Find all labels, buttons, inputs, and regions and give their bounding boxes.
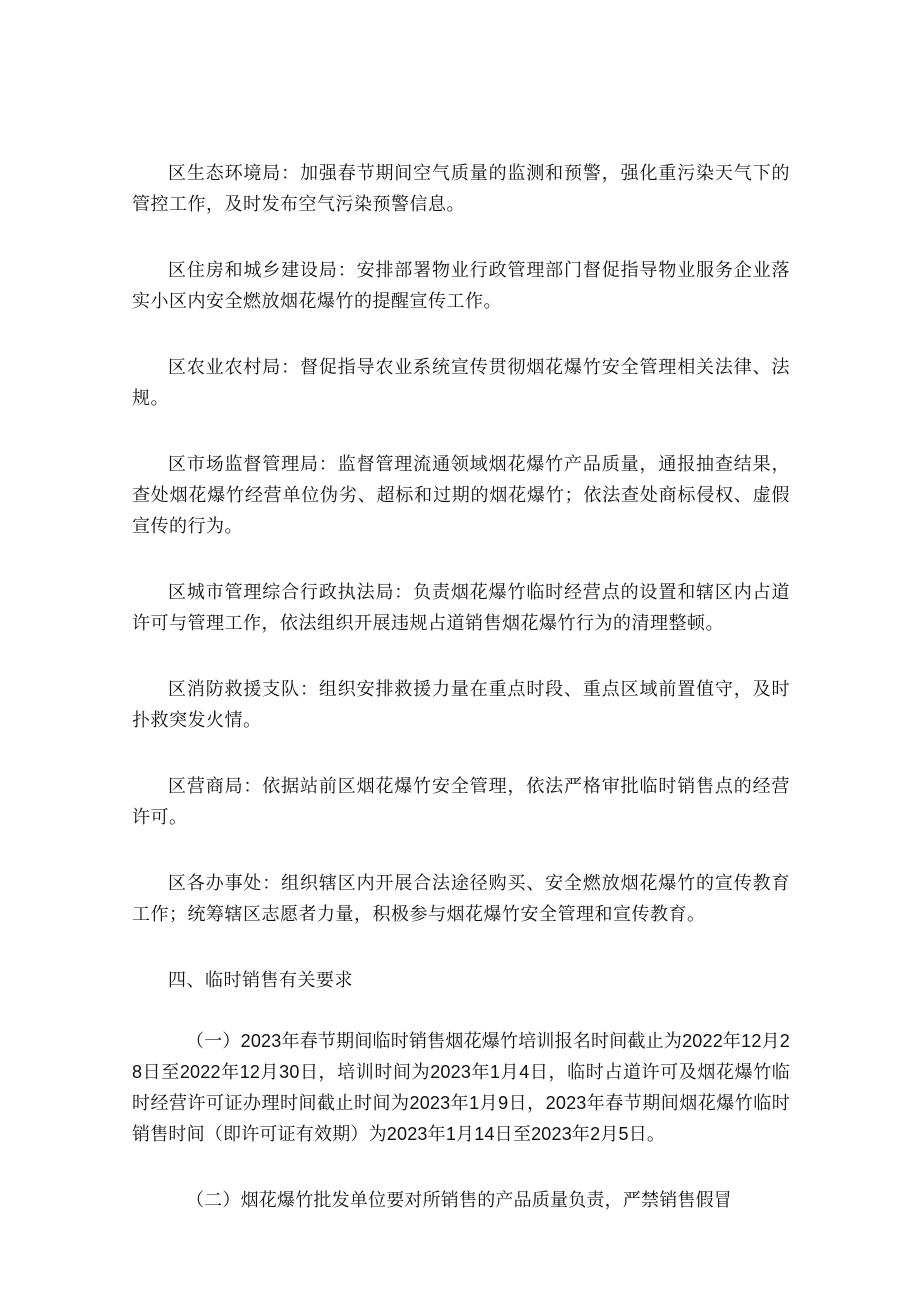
section-heading: 四、临时销售有关要求 <box>168 970 353 991</box>
paragraph-housing-bureau: 区住房和城乡建设局：安排部署物业行政管理部门督促指导物业服务企业落实小区内安全燃放烟花爆竹的提醒宣传工作。 <box>132 260 790 312</box>
paragraph-urban-management-bureau: 区城市管理综合行政执法局：负责烟花爆竹临时经营点的设置和辖区内占道许可与管理工作，依法组织开展违规占道销售烟花爆竹行为的清理整顿。 <box>132 582 790 634</box>
paragraph-ecology-bureau: 区生态环境局：加强春节期间空气质量的监测和预警，强化重污染天气下的管控工作，及时发布空气污染预警信息。 <box>132 163 790 215</box>
requirement-item-1: （一）2023年春节期间临时销售烟花爆竹培训报名时间截止为2022年12月28日至2022年12月30日，培训时间为2023年1月4日，临时占道许可及烟花爆竹临时经营许可证办理时间截止时间为2023年1月9日，2023年春节期间烟花爆竹临时销售时间（即许可证有效期）为2023年1月14日至2023年2月5日。 <box>132 1031 790 1144</box>
paragraph-market-supervision-bureau: 区市场监督管理局：监督管理流通领域烟花爆竹产品质量，通报抽查结果，查处烟花爆竹经营单位伪劣、超标和过期的烟花爆竹；依法查处商标侵权、虚假宣传的行为。 <box>132 454 790 537</box>
paragraph-business-bureau: 区营商局：依据站前区烟花爆竹安全管理，依法严格审批临时销售点的经营许可。 <box>132 776 790 828</box>
paragraph-fire-rescue-detachment: 区消防救援支队：组织安排救援力量在重点时段、重点区域前置值守，及时扑救突发火情。 <box>132 679 790 731</box>
paragraph-subdistrict-offices: 区各办事处：组织辖区内开展合法途径购买、安全燃放烟花爆竹的宣传教育工作；统筹辖区志愿者力量，积极参与烟花爆竹安全管理和宣传教育。 <box>132 873 790 925</box>
requirement-item-2: （二）烟花爆竹批发单位要对所销售的产品质量负责，严禁销售假冒 <box>186 1190 732 1210</box>
document-body <box>132 158 790 1251</box>
paragraph-agriculture-bureau: 区农业农村局：督促指导农业系统宣传贯彻烟花爆竹安全管理相关法律、法规。 <box>132 357 790 409</box>
